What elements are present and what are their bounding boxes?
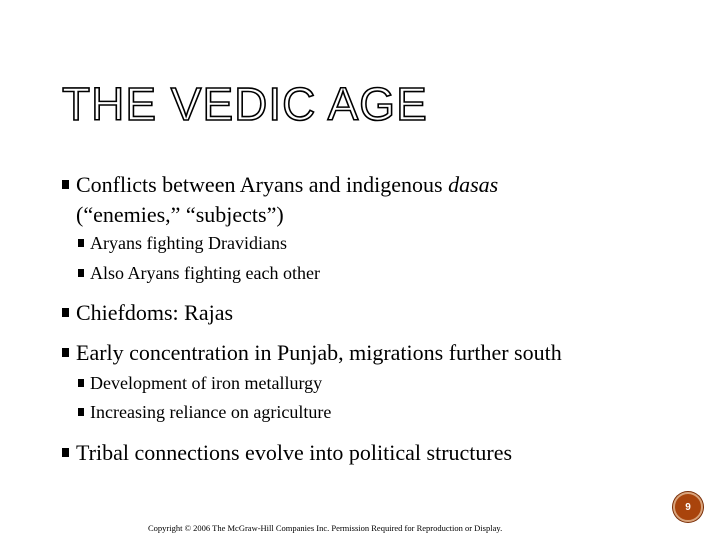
bullet-marker-icon bbox=[62, 348, 69, 357]
bullet-marker-icon bbox=[78, 239, 84, 247]
bullet-text-italic: dasas bbox=[448, 172, 499, 197]
bullet-marker-icon bbox=[62, 308, 69, 317]
bullet-text: Increasing reliance on agriculture bbox=[90, 402, 332, 422]
bullet-text: Development of iron metallurgy bbox=[90, 373, 323, 393]
sub-bullet-item bbox=[78, 228, 287, 258]
bullet-text: Conflicts between Aryans and indigenous bbox=[76, 172, 449, 197]
bullet-item bbox=[62, 438, 512, 468]
bullet-text: Also Aryans fighting each other bbox=[90, 263, 320, 283]
slide-title: THE VEDIC AGE bbox=[62, 78, 428, 130]
bullet-marker-icon bbox=[62, 448, 69, 457]
bullet-item bbox=[62, 170, 498, 200]
bullet-item bbox=[62, 298, 233, 328]
bullet-text: Aryans fighting Dravidians bbox=[90, 233, 287, 253]
bullet-marker-icon bbox=[78, 269, 84, 277]
bullet-continuation: (“enemies,” “subjects”) bbox=[76, 202, 284, 227]
bullet-text: Chiefdoms: Rajas bbox=[76, 300, 234, 325]
bullet-text: Early concentration in Punjab, migrations further south bbox=[76, 340, 562, 365]
bullet-marker-icon bbox=[78, 379, 84, 387]
page-number-badge: 9 bbox=[673, 492, 703, 522]
sub-bullet-item bbox=[78, 368, 322, 398]
sub-bullet-item bbox=[78, 258, 320, 288]
bullet-text: Tribal connections evolve into political structures bbox=[76, 440, 513, 465]
bullet-item bbox=[62, 338, 562, 368]
sub-bullet-item bbox=[78, 397, 331, 427]
bullet-marker-icon bbox=[62, 180, 69, 189]
copyright-footer: Copyright © 2006 The McGraw-Hill Companies Inc. Permission Required for Reproduction or Display. bbox=[148, 523, 503, 533]
bullet-marker-icon bbox=[78, 408, 84, 416]
